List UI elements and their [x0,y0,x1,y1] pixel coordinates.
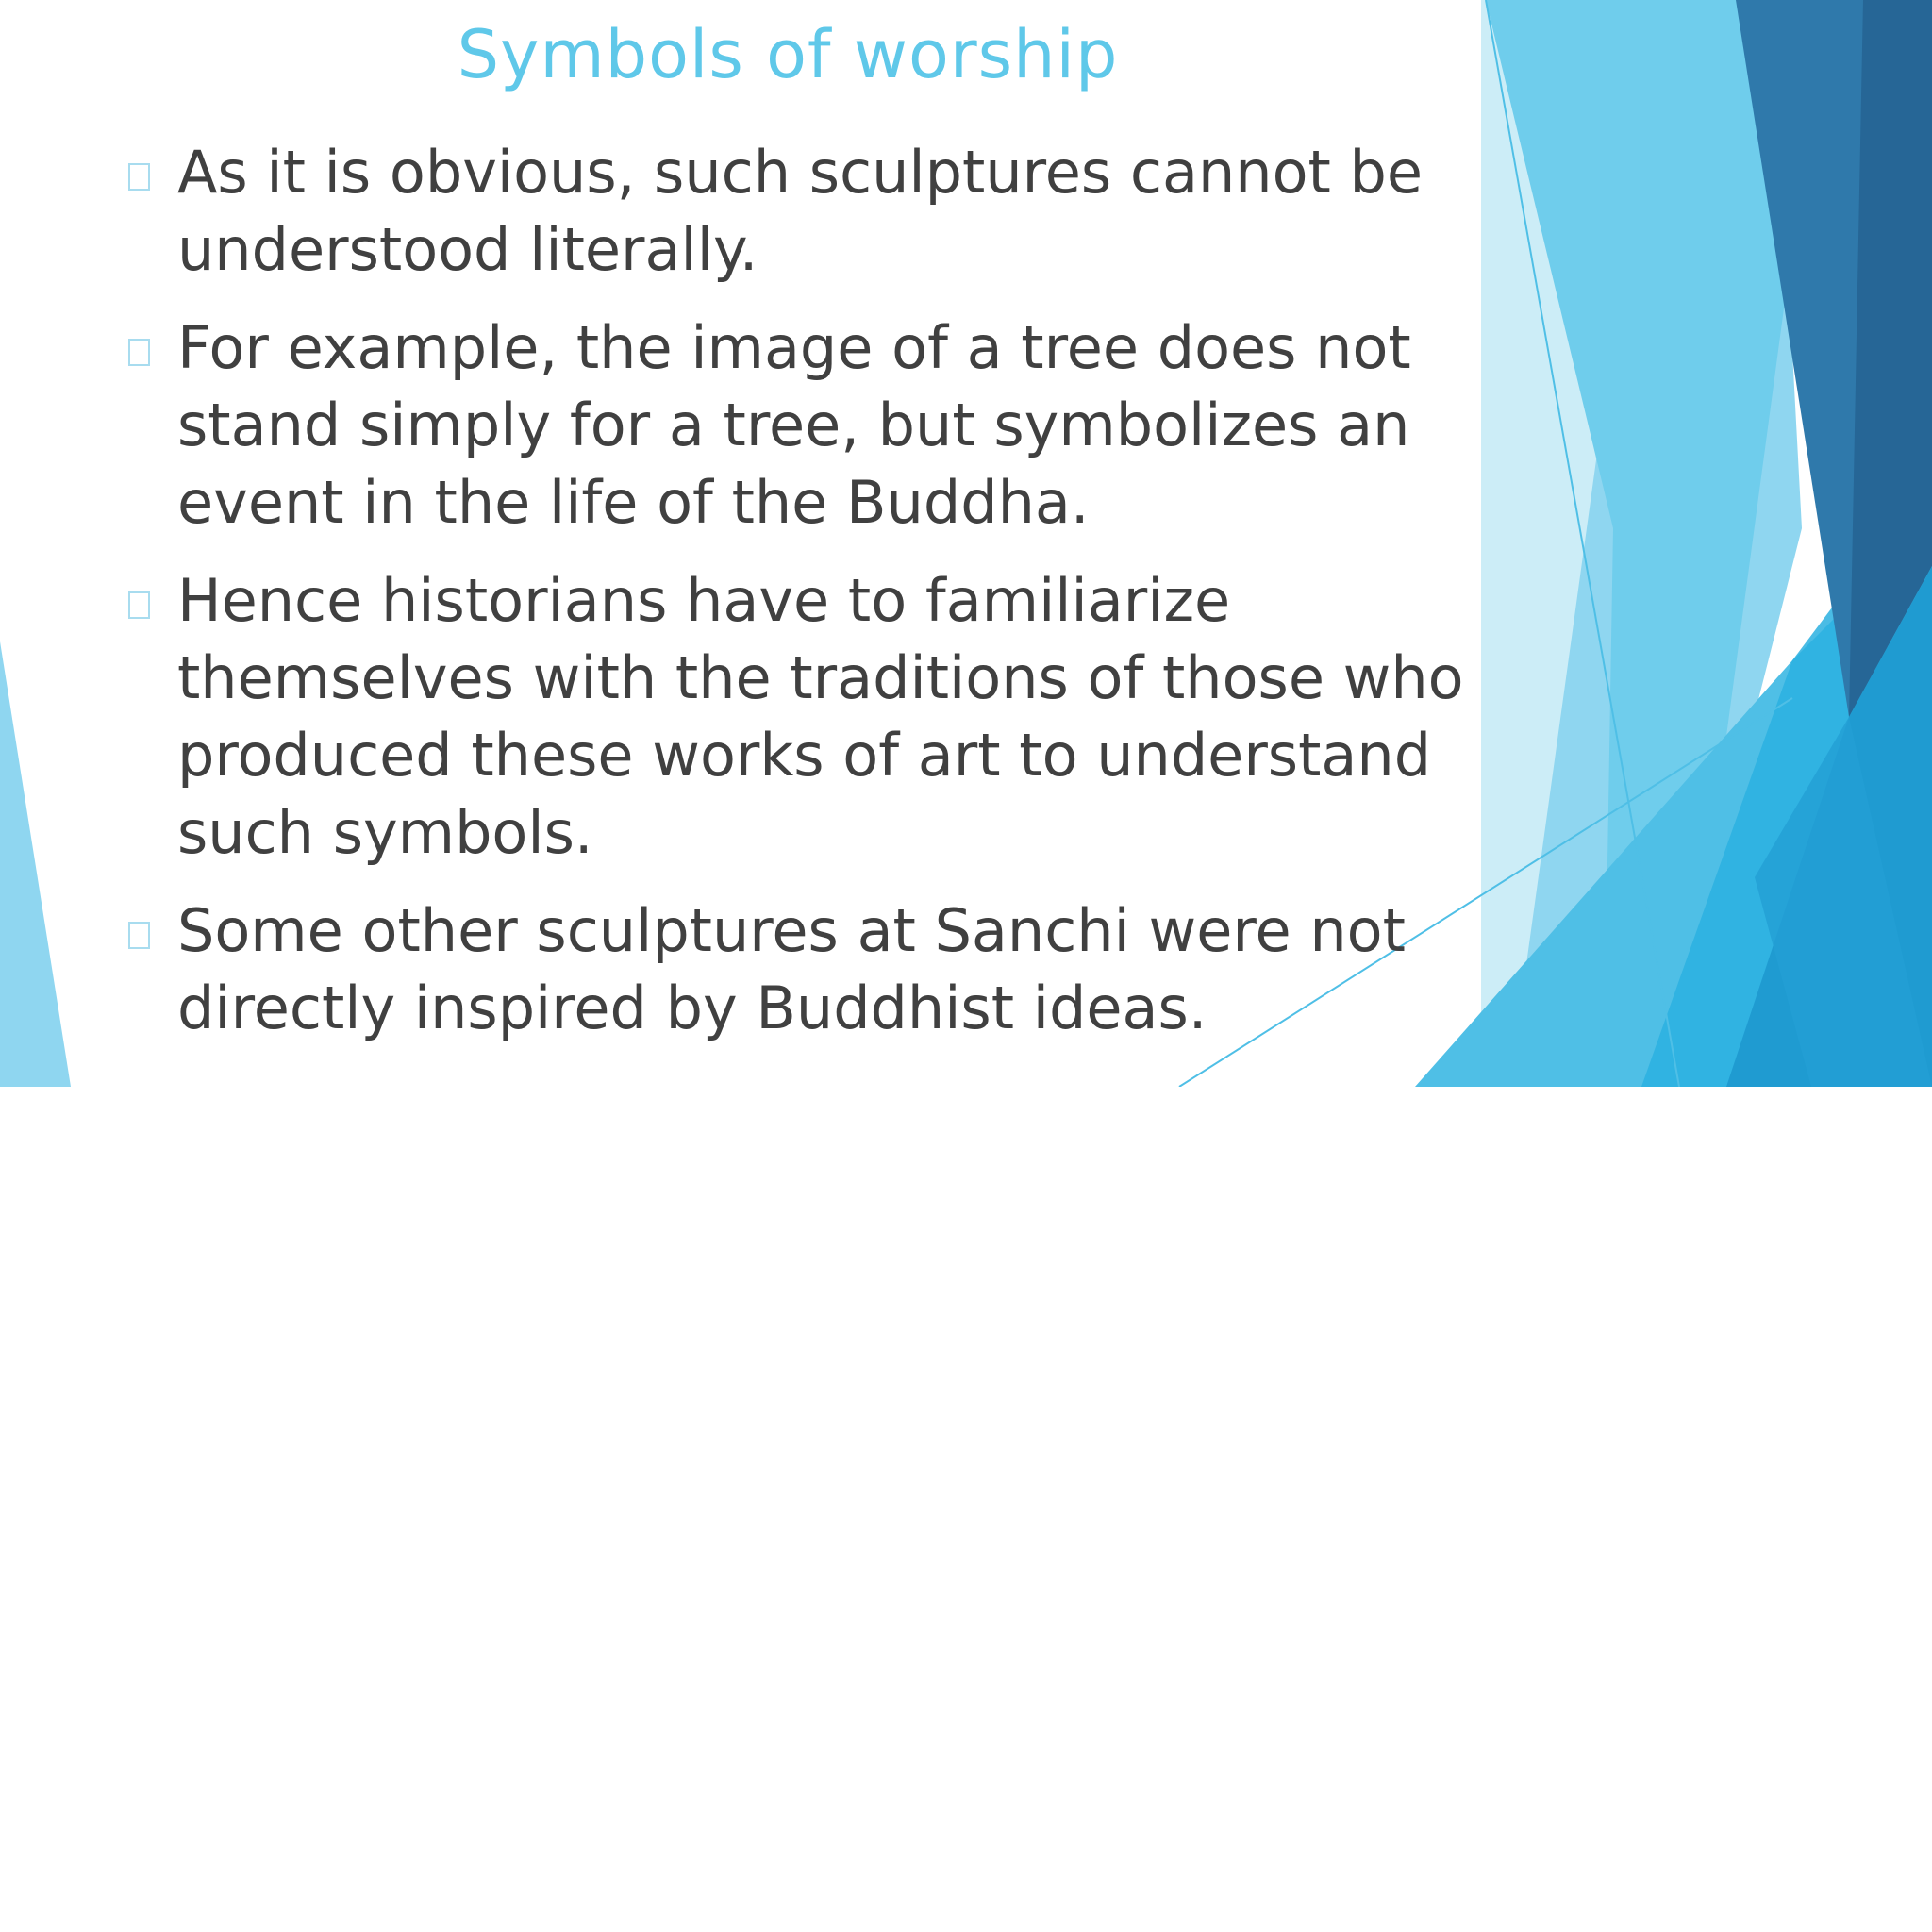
bullet-text: For example, the image of a tree does not stand simply for a tree, but symbolizes an event in the life of the Buddha. [177,313,1411,537]
bullet-square-icon [128,591,150,619]
bullet-square-icon [128,163,150,191]
left-sliver-facet [0,641,71,1087]
bullet-item [123,892,1481,1047]
slide-title: Symbols of worship [457,16,1119,93]
bullet-text: Some other sculptures at Sanchi were not directly inspired by Buddhist ideas. [177,896,1406,1042]
bullet-square-icon [128,339,150,366]
bullet-square-icon [128,922,150,949]
bullet-item [123,134,1481,289]
bullet-item [123,309,1481,541]
bullet-text: As it is obvious, such sculptures cannot be understood literally. [177,138,1424,284]
bullet-item [123,562,1481,872]
bullet-list [123,134,1481,1068]
bullet-text: Hence historians have to familiarize themselves with the traditions of those who produced these works of art to understand such symbols. [177,566,1464,867]
